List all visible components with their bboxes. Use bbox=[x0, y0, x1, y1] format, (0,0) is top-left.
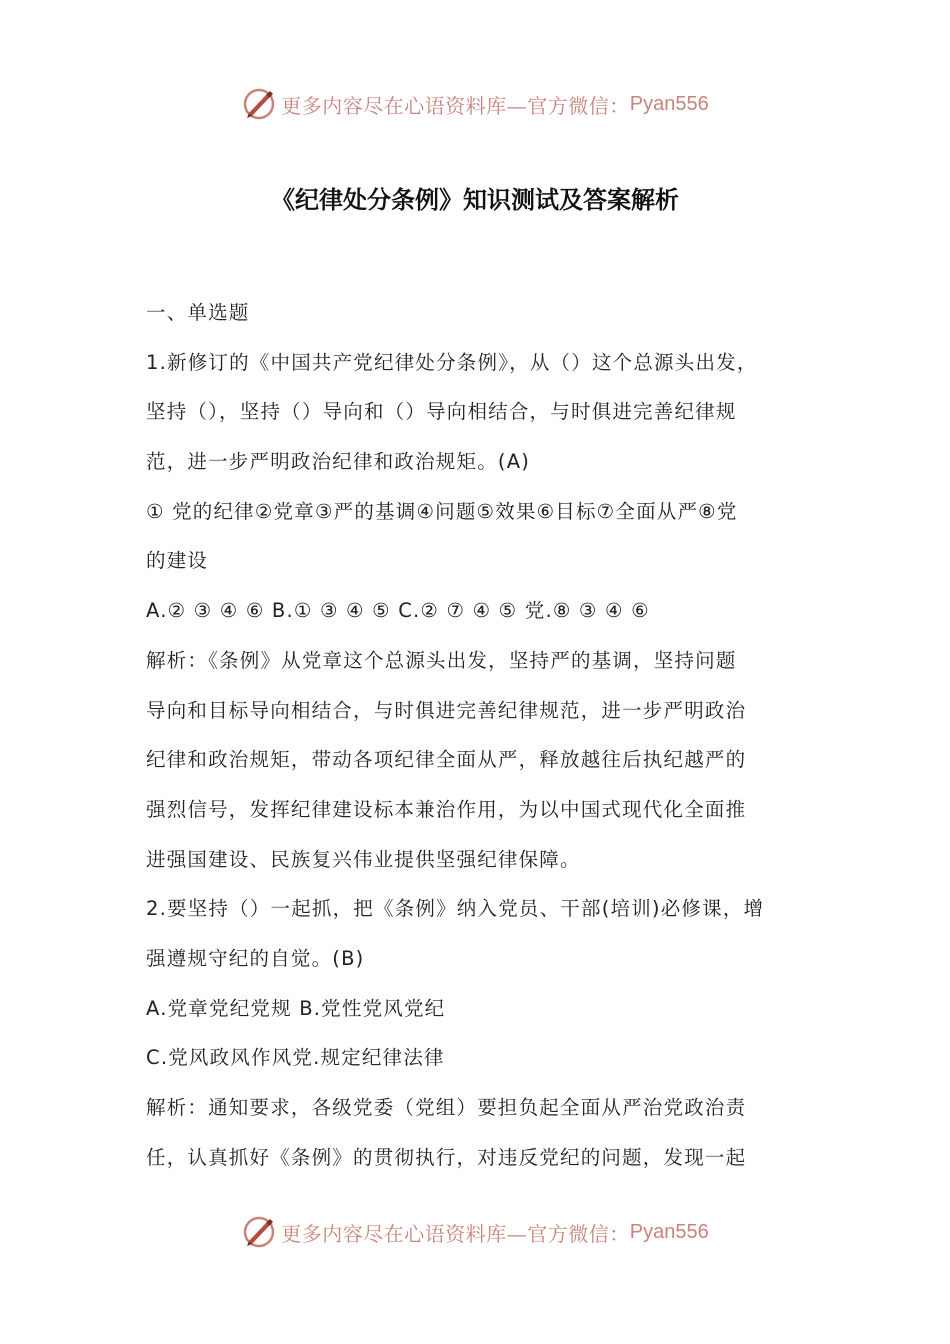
question-2-analysis-line-1: 解析：通知要求，各级党委（党组）要担负起全面从严治党政治责 bbox=[146, 1096, 747, 1119]
banner-wechat-id: Pyan556 bbox=[629, 1220, 709, 1243]
question-1-analysis-line-5: 进强国建设、民族复兴伟业提供坚强纪律保障。 bbox=[146, 847, 581, 871]
question-1-items-line-1: ① 党的纪律②党章③严的基调④问题⑤效果⑥目标⑦全面从严⑧党 bbox=[146, 499, 738, 523]
question-2-line-1: 2.要坚持（）一起抓，把《条例》纳入党员、干部(培训)必修课，增 bbox=[146, 897, 765, 921]
section-heading: 一、单选题 bbox=[146, 301, 250, 324]
question-1-items-line-2: 的建设 bbox=[146, 549, 209, 573]
footer-banner-inner bbox=[241, 1214, 708, 1250]
question-1-analysis-line-3: 纪律和政治规矩，带动各项纪律全面从严，释放越往后执纪越严的 bbox=[146, 748, 747, 772]
footer-banner bbox=[0, 1210, 950, 1254]
question-1-line-3: 范，进一步严明政治纪律和政治规矩。(A) bbox=[146, 450, 531, 474]
header-banner-inner bbox=[241, 86, 708, 122]
question-1-analysis-line-1: 解析：《条例》从党章这个总源头出发，坚持严的基调，坚持问题 bbox=[146, 648, 737, 672]
question-1-line-2: 坚持（），坚持（）导向和（）导向相结合，与时俱进完善纪律规 bbox=[146, 400, 737, 424]
header-banner bbox=[0, 82, 950, 126]
question-1-analysis-line-2: 导向和目标导向相结合，与时俱进完善纪律规范，进一步严明政治 bbox=[146, 698, 747, 722]
question-2-line-2: 强遵规守纪的自觉。(B) bbox=[146, 946, 365, 970]
banner-text: 更多内容尽在心语资料库—官方微信： bbox=[281, 93, 630, 118]
question-1-options: A.② ③ ④ ⑥ B.① ③ ④ ⑤ C.② ⑦ ④ ⑤ 党.⑧ ③ ④ ⑥ bbox=[146, 599, 650, 623]
question-2-options-line-2: C.党风政风作风党.规定纪律法律 bbox=[146, 1046, 445, 1070]
banner-wechat-id: Pyan556 bbox=[629, 92, 709, 115]
pen-seal-logo-icon bbox=[241, 1214, 277, 1250]
question-2-analysis-line-2: 任，认真抓好《条例》的贯彻执行，对违反党纪的问题，发现一起 bbox=[146, 1145, 747, 1169]
question-1-line-1: 1.新修订的《中国共产党纪律处分条例》，从（）这个总源头出发， bbox=[146, 350, 758, 374]
banner-text: 更多内容尽在心语资料库—官方微信： bbox=[281, 1221, 630, 1246]
pen-seal-logo-icon bbox=[241, 86, 277, 122]
question-1-analysis-line-4: 强烈信号，发挥纪律建设标本兼治作用，为以中国式现代化全面推 bbox=[146, 797, 747, 821]
question-2-options-line-1: A.党章党纪党规 B.党性党风党纪 bbox=[146, 996, 446, 1020]
document-body bbox=[146, 293, 816, 1187]
document-title: 《纪律处分条例》知识测试及答案解析 bbox=[271, 186, 679, 214]
